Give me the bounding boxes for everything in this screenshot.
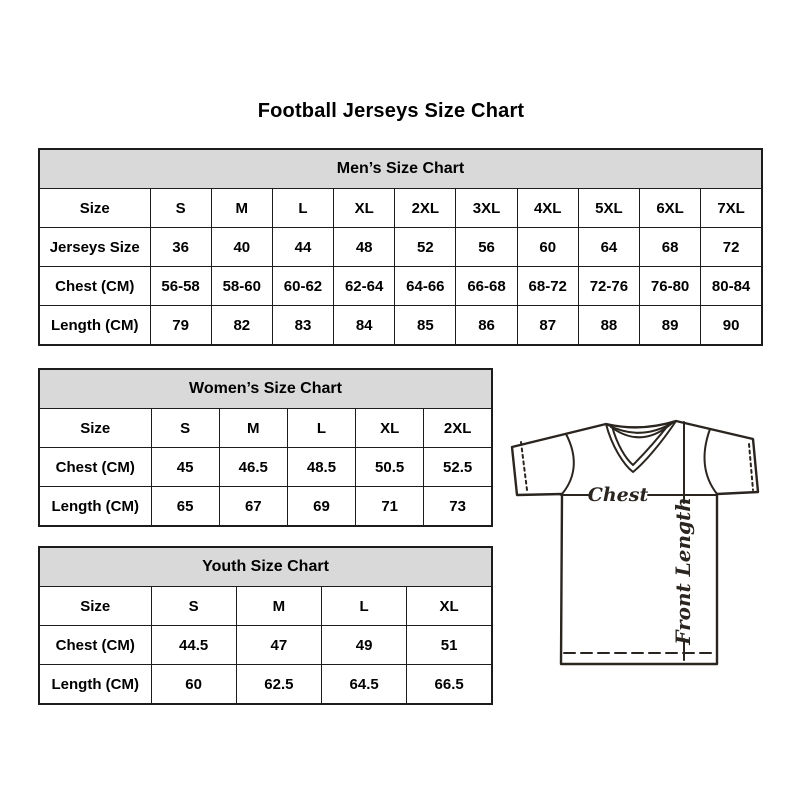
men-value-cell: 56-58 [150,267,211,306]
men-table-row [39,189,762,228]
chest-label: Chest [587,484,649,506]
men-value-cell: 64 [578,228,639,267]
youth-value-cell: 47 [236,626,321,665]
page-title: Football Jerseys Size Chart [257,100,525,122]
men-value-cell: 88 [578,306,639,346]
men-value-cell: 87 [517,306,578,346]
men-value-cell: 80-84 [701,267,762,306]
men-value-cell: 79 [150,306,211,346]
women-table-row [39,448,492,487]
men-value-cell: 85 [395,306,456,346]
men-table-row [39,228,762,267]
men-row-label: Length (CM) [39,306,150,346]
women-value-cell: 65 [151,487,219,527]
women-table-row [39,409,492,448]
women-value-cell: 48.5 [287,448,355,487]
women-value-cell: L [287,409,355,448]
youth-size-table [38,546,493,705]
women-table-title: Women’s Size Chart [39,369,492,409]
women-value-cell: M [219,409,287,448]
front-length-label: Front Length [671,497,695,645]
men-value-cell: 86 [456,306,517,346]
men-row-label: Size [39,189,150,228]
youth-row-label: Length (CM) [39,665,151,705]
men-value-cell: 56 [456,228,517,267]
men-value-cell: 66-68 [456,267,517,306]
youth-value-cell: 44.5 [151,626,236,665]
youth-value-cell: 49 [322,626,407,665]
men-value-cell: S [150,189,211,228]
youth-table-row [39,665,492,705]
men-value-cell: 2XL [395,189,456,228]
youth-value-cell: 66.5 [407,665,492,705]
men-value-cell: 7XL [701,189,762,228]
men-value-cell: 89 [640,306,701,346]
youth-table-row [39,587,492,626]
men-table-title: Men’s Size Chart [39,149,762,189]
jersey-measurement-diagram [500,400,778,685]
youth-value-cell: 62.5 [236,665,321,705]
men-value-cell: 83 [272,306,333,346]
men-table-row [39,306,762,346]
men-table-row [39,267,762,306]
women-value-cell: 69 [287,487,355,527]
women-value-cell: 2XL [424,409,492,448]
women-value-cell: 46.5 [219,448,287,487]
men-value-cell: 60 [517,228,578,267]
women-value-cell: 50.5 [356,448,424,487]
men-value-cell: 5XL [578,189,639,228]
mens-size-table [38,148,763,346]
men-value-cell: 48 [334,228,395,267]
women-row-label: Length (CM) [39,487,151,527]
men-value-cell: 76-80 [640,267,701,306]
womens-size-table [38,368,493,527]
men-value-cell: 62-64 [334,267,395,306]
men-value-cell: L [272,189,333,228]
women-value-cell: 45 [151,448,219,487]
youth-value-cell: 64.5 [322,665,407,705]
women-row-label: Chest (CM) [39,448,151,487]
men-value-cell: 52 [395,228,456,267]
youth-value-cell: XL [407,587,492,626]
men-value-cell: XL [334,189,395,228]
women-value-cell: 71 [356,487,424,527]
women-value-cell: 67 [219,487,287,527]
men-value-cell: 72 [701,228,762,267]
men-value-cell: 40 [211,228,272,267]
youth-row-label: Chest (CM) [39,626,151,665]
men-row-label: Jerseys Size [39,228,150,267]
men-value-cell: 60-62 [272,267,333,306]
youth-row-label: Size [39,587,151,626]
women-value-cell: 73 [424,487,492,527]
jersey-outline-shape [512,421,758,664]
men-value-cell: 6XL [640,189,701,228]
men-value-cell: 4XL [517,189,578,228]
women-row-label: Size [39,409,151,448]
women-table-row [39,487,492,527]
men-value-cell: 64-66 [395,267,456,306]
women-value-cell: 52.5 [424,448,492,487]
youth-value-cell: S [151,587,236,626]
men-value-cell: 68 [640,228,701,267]
men-value-cell: M [211,189,272,228]
men-value-cell: 3XL [456,189,517,228]
men-value-cell: 44 [272,228,333,267]
men-value-cell: 90 [701,306,762,346]
men-value-cell: 84 [334,306,395,346]
men-value-cell: 82 [211,306,272,346]
men-value-cell: 36 [150,228,211,267]
women-value-cell: S [151,409,219,448]
youth-table-title: Youth Size Chart [39,547,492,587]
women-value-cell: XL [356,409,424,448]
men-row-label: Chest (CM) [39,267,150,306]
youth-value-cell: 51 [407,626,492,665]
men-value-cell: 58-60 [211,267,272,306]
men-value-cell: 72-76 [578,267,639,306]
youth-table-row [39,626,492,665]
youth-value-cell: L [322,587,407,626]
youth-value-cell: M [236,587,321,626]
men-value-cell: 68-72 [517,267,578,306]
youth-value-cell: 60 [151,665,236,705]
